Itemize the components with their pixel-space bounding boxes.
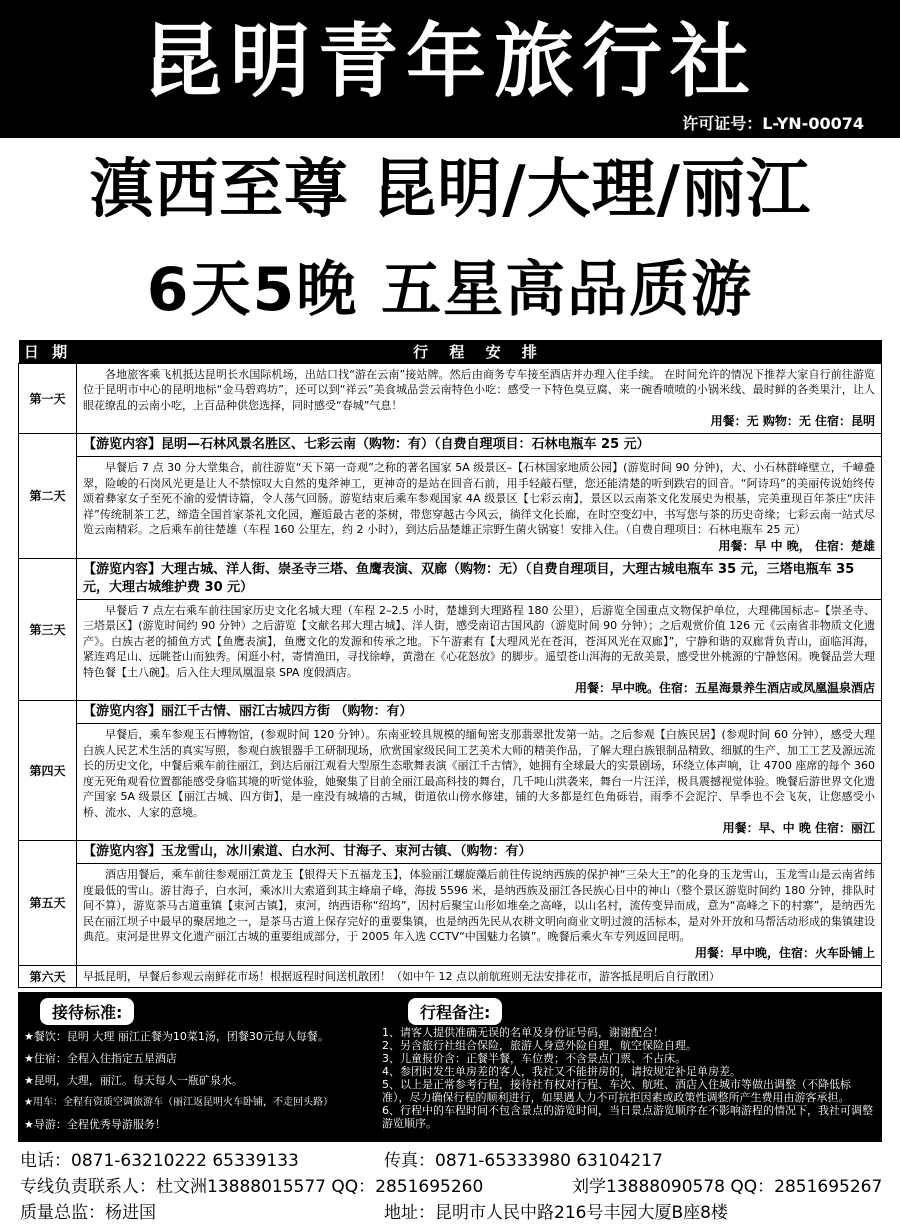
- list-item: ★住宿：全程入住指定五星酒店: [24, 1052, 177, 1065]
- day-description: 酒店用餐后，乘车前往参观丽江黄龙玉【银得天下五福龙玉】，体验丽江螺旋藻后前往传说纳西族的保护神“三朵大王”的化身的玉龙雪山，玉龙雪山是云南省纬度最低的雪山。游甘海子，白水河，乘冰川大索道到其主峰扇子峰，海拔 5596 米，是纳西族及丽江各民族心目中的神山（整个景区游览时间约 180 分钟，排队时间不算），游览茶马古道重镇【束河古镇】，束河，纳西语称“绍坞”，因村后聚宝山形如堆垒之高峰，以山名村，流传变异而成，意为“高峰之下的村寨”，是纳西先民在丽江坝子中最早的聚居地之一，是茶马古道上保存完好的重要集镇，也是纳西先民从农耕文明向商业文明过渡的活标本，是对外开放和马帮活动形成的集镇建设典范。束河是世界文化遗产丽江古城的重要组成部分，于 2005 年入选 CCTV“中国魅力名镇”。晚餐后乘火车专列返回昆明。: [83, 868, 875, 943]
- list-item: 6、行程中的车程时间不包含景点的游览时间，当日景点游览顺序在不影响游程的情况下，我社可调整游览顺序。: [382, 1104, 873, 1130]
- day-description: 早餐后，乘车参观玉石博物馆，(参观时间 120 分钟）。东南亚较具规模的缅甸密支那翡翠批发第一站。之后参观【白族民居】(参观时间 60 分钟），感受大理白族人民艺术生活的真实写照，参观白族银器手工研制现场，欣赏国家级民间工艺美术大师的精美作品，了解大理白族银制品精致、细腻的生产、加工工艺及源远流长的历史文化，中餐后乘车前往丽江，到达后丽江观看大型原生态歌舞表演《丽江千古情》，她拥有全球最大的实景剧场，环绕立体声响，让 4700 座席的每个 360 度无死角观看位置都能感受身临其境的听觉体验，她聚集了目前全丽江最高科技的舞台，几千吨山洪袭来，舞台一片汪洋，极具震撼视觉体验。晚餐后游世界文化遗产国家 5A 级景区【丽江古城、四方街】，是一座没有城墙的古城，街道依山傍水修建，铺的大多都是红色角砾岩，雨季不会泥泞、旱季也不会飞灰，让您感受小桥、流水、人家的意境。: [83, 728, 875, 819]
- table-row: [19, 558, 882, 701]
- list-item: 3、儿童报价含：正餐半餐，车位费；不含景点门票、不占床。: [382, 1052, 686, 1065]
- column-header-date: 日 期: [19, 340, 77, 363]
- table-row: [19, 965, 882, 988]
- tour-title: 滇西至尊 昆明/大理/丽江: [88, 153, 812, 227]
- agency-header: [0, 0, 900, 138]
- list-item: 1、请客人提供准确无误的名单及身份证号码，谢谢配合！: [382, 1026, 664, 1039]
- itinerary-table: [18, 340, 882, 988]
- table-header-row: [19, 340, 882, 363]
- day-meals: 用餐：早 中 晚， 住宿：楚雄: [718, 538, 875, 553]
- agency-name: 昆明青年旅行社: [142, 15, 758, 108]
- day-content: [77, 434, 882, 559]
- day-label: 第二天: [19, 434, 77, 559]
- list-item: ★昆明，大理，丽江。每天每人一瓶矿泉水。: [24, 1074, 243, 1087]
- address: 地址：昆明市人民中路216号丰园大厦B座8楼: [384, 1203, 728, 1223]
- day-content: [77, 965, 882, 988]
- list-item: ★用车：全程有资质空调旅游车（丽江返昆明火车卧铺，不走回头路）: [24, 1097, 333, 1108]
- notes-list: [382, 1026, 878, 1130]
- phone-numbers: 电话：0871-63210222 65339133: [20, 1151, 299, 1171]
- column-header-schedule: 行 程 安 排: [77, 340, 882, 363]
- info-panel: [18, 992, 882, 1142]
- day-label: 第六天: [19, 965, 77, 988]
- table-row: [19, 701, 882, 841]
- day-description: 各地旅客乘飞机抵达昆明长水国际机场，出站口找“游在云南”接站牌。然后由商务专车接至酒店并办理入住手续。 在时间允许的情况下推荐大家自行前往游览位于昆明市中心的昆明地标“金马碧鸡坊”，还可以到“祥云”美食城品尝云南特色小吃：感受一下特色臭豆腐、来一碗香喷喷的小锅米线、最时鲜的各类果汁，让人眼花缭乱的云南小吃，上百品种供您选择，同时感受“春城”气息！: [83, 367, 875, 412]
- day-label: 第三天: [19, 558, 77, 701]
- tour-subtitle: 6天5晚 五星高品质游: [146, 255, 754, 325]
- contact-info: [20, 1148, 890, 1226]
- table-row: [19, 434, 882, 559]
- table-row: [19, 363, 882, 434]
- quality-supervisor: 质量总监：杨进国: [20, 1203, 156, 1223]
- day-highlight: 【游览内容】玉龙雪山，冰川索道、白水河、甘海子、束河古镇、（购物：有）: [77, 841, 881, 864]
- notes-label: 行程备注:: [408, 998, 502, 1025]
- list-item: 4、参团时发生单房差的客人，我社又不能拼房的，请按规定补足单房差。: [382, 1065, 741, 1078]
- day-highlight: 【游览内容】昆明—石林风景名胜区、七彩云南（购物：有）（自费自理项目：石林电瓶车 25 元）: [77, 434, 881, 457]
- day-highlight: 【游览内容】丽江千古情、丽江古城四方街 （购物：有）: [77, 701, 881, 724]
- day-content: [77, 841, 882, 966]
- contact-person-2: 刘学13888090578 QQ：2851695267: [572, 1177, 883, 1197]
- table-row: [19, 841, 882, 966]
- contact-person-1: 专线负责联系人：杜文洲13888015577 QQ：2851695260: [20, 1177, 484, 1197]
- standards-label: 接待标准:: [40, 998, 134, 1025]
- day-label: 第五天: [19, 841, 77, 966]
- day-label: 第四天: [19, 701, 77, 841]
- standards-list: [24, 1026, 384, 1136]
- license-number: 许可证号：L-YN-00074: [682, 114, 864, 133]
- day-meals: 用餐：早、中 晚 住宿：丽江: [722, 821, 875, 835]
- day-highlight: 【游览内容】大理古城、洋人街、崇圣寺三塔、鱼鹰表演、双廊（购物：无）（自费自理项目，大理古城电瓶车 35 元，三塔电瓶车 35 元，大理古城维护费 30 元）: [77, 559, 881, 600]
- day-content: [77, 363, 882, 434]
- day-meals: 用餐：早中晚，住宿：火车卧铺上: [694, 945, 875, 960]
- day-description: 早餐后 7 点左右乘车前往国家历史文化名城大理（车程 2–2.5 小时，楚雄到大理路程 180 公里），后游览全国重点文物保护单位，大理佛国标志–【崇圣寺、三塔景区】(游览时间约 90 分钟）之后游览【文献名邦大理古城】、洋人街，感受南诏古国风韵（游览时间 90 分钟）；之后观赏价值 126 元《云南省非物质文化遗产》。白族古老的捕鱼方式【鱼鹰表演】，鱼鹰文化的发源和传承之地。下午游素有【大理风光在苍洱，苍洱风光在双廊】”，宁静和谐的双廊背负青山，面临洱海，紧连鸡足山、远眺苍山而独秀。闲逛小村，寄情渔田，寻找徐峥，黄渤在《心花怒放》的脚步。遥望苍山洱海的无敌美景，感受世外桃源的宁静悠闲。晚餐品尝大理特色餐【土八碗】。后入住大理凤凰温泉 SPA 度假酒店。: [83, 603, 875, 679]
- list-item: ★导游：全程优秀导游服务！: [24, 1118, 166, 1131]
- day-label: 第一天: [19, 363, 77, 434]
- day-description: 早抵昆明，早餐后参观云南鲜花市场！根据返程时间送机散团！（如中午 12 点以前航班则无法安排花市，游客抵昆明后自行散团）: [83, 969, 720, 983]
- day-content: [77, 558, 882, 701]
- list-item: 2、另含旅行社组合保险，旅游人身意外险自理，航空保险自理。: [382, 1039, 697, 1052]
- day-content: [77, 701, 882, 841]
- list-item: 5、以上是正常参考行程，接待社有权对行程、车次、航班、酒店入住城市等做出调整（不降低标准），尽力确保行程的顺利进行，如果遇人力不可抗拒因素或政策性调整所产生费用由游客承担。: [382, 1078, 851, 1104]
- list-item: ★餐饮：昆明 大理 丽江正餐为10菜1汤，团餐30元每人每餐。: [24, 1030, 329, 1043]
- fax-numbers: 传真：0871-65333980 63104217: [384, 1151, 663, 1171]
- day-meals: 用餐：无 购物：无 住宿：昆明: [710, 414, 875, 428]
- day-description: 早餐后 7 点 30 分大堂集合，前往游览“天下第一奇观”之称的著名国家 5A 级景区–【石林国家地质公园】(游览时间 90 分钟)，大、小石林群峰壁立，千嶂叠翠，险峻的石岗风光更是让人不禁惊叹大自然的鬼斧神工，更神奇的是站在回音石前，用手轻敲石壁，您还能清楚的听到跌宕的回音。“阿诗玛”的美丽传说始终传颂着彝家女子至死不渝的爱情诗篇，令人荡气回肠。游览结束后乘车参观国家 4A 级景区【七彩云南】，景区以云南茶文化发展史为根基，完美重现百年茶庄“庆沣祥”传统制茶工艺，缔造全国首家茶礼文化园，邂逅最古老的茶树，带您穿越古今风云，徜徉文化长廊，在时空变幻中，书写您与茶的历史奇缘；七彩云南一站式尽览云南精彩。之后乘车前往楚雄（车程 160 公里左，约 2 小时），到达后品楚雄正宗野生菌火锅宴！安排入住。（自费自理项目：石林电瓶车 25 元）: [83, 461, 875, 536]
- day-meals: 用餐：早中晚。住宿：五星海景养生酒店或凤凰温泉酒店: [574, 681, 875, 695]
